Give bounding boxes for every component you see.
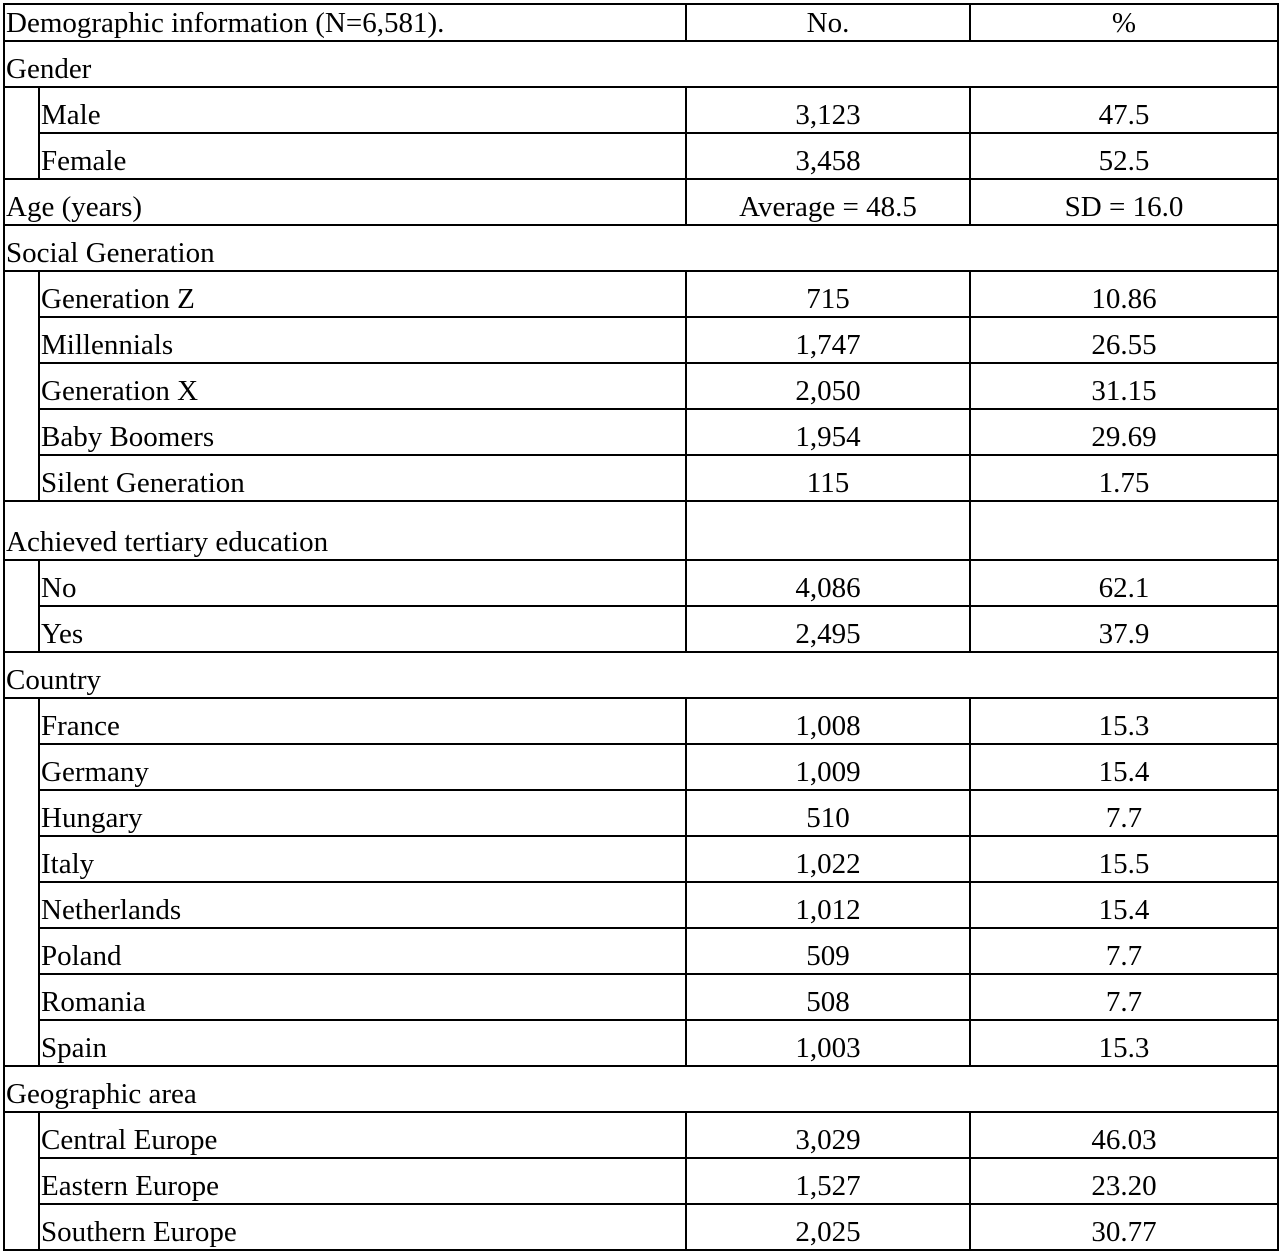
- indent-cell: [4, 1158, 39, 1204]
- header-label: Demographic information (N=6,581).: [4, 4, 686, 41]
- indent-cell: [4, 1020, 39, 1066]
- section-row: [4, 179, 1278, 225]
- table-row: [4, 317, 1278, 363]
- section-row: [4, 652, 1278, 698]
- row-pct: 26.55: [970, 317, 1278, 363]
- row-pct: 7.7: [970, 928, 1278, 974]
- row-label: No: [39, 560, 686, 606]
- table-row: [4, 409, 1278, 455]
- table-row: [4, 836, 1278, 882]
- indent-cell: [4, 974, 39, 1020]
- row-no: 115: [686, 455, 970, 501]
- indent-cell: [4, 928, 39, 974]
- row-pct: 23.20: [970, 1158, 1278, 1204]
- section-title: Geographic area: [4, 1066, 1278, 1112]
- section-title: Age (years): [4, 179, 686, 225]
- row-no: 510: [686, 790, 970, 836]
- row-no: 1,954: [686, 409, 970, 455]
- row-pct: 31.15: [970, 363, 1278, 409]
- row-label: Male: [39, 87, 686, 133]
- row-no: 1,003: [686, 1020, 970, 1066]
- section-title: Social Generation: [4, 225, 1278, 271]
- table-row: [4, 744, 1278, 790]
- table-row: [4, 1204, 1278, 1250]
- row-pct: 15.4: [970, 882, 1278, 928]
- row-no: 509: [686, 928, 970, 974]
- table-row: [4, 1158, 1278, 1204]
- table-row: [4, 271, 1278, 317]
- section-row: [4, 501, 1278, 560]
- row-no: 1,527: [686, 1158, 970, 1204]
- row-pct: 47.5: [970, 87, 1278, 133]
- table-row: [4, 790, 1278, 836]
- row-pct: 30.77: [970, 1204, 1278, 1250]
- row-no: 1,747: [686, 317, 970, 363]
- indent-cell: [4, 455, 39, 501]
- indent-cell: [4, 363, 39, 409]
- table-row: [4, 974, 1278, 1020]
- table-row: [4, 1020, 1278, 1066]
- row-label: Central Europe: [39, 1112, 686, 1158]
- row-pct: 15.5: [970, 836, 1278, 882]
- row-label: Romania: [39, 974, 686, 1020]
- indent-cell: [4, 271, 39, 317]
- row-label: Millennials: [39, 317, 686, 363]
- indent-cell: [4, 87, 39, 133]
- indent-cell: [4, 133, 39, 179]
- table-row: [4, 882, 1278, 928]
- row-pct: 15.3: [970, 1020, 1278, 1066]
- table-row: [4, 928, 1278, 974]
- section-row: [4, 41, 1278, 87]
- row-pct: 62.1: [970, 560, 1278, 606]
- indent-cell: [4, 317, 39, 363]
- row-no: 715: [686, 271, 970, 317]
- row-label: Southern Europe: [39, 1204, 686, 1250]
- row-label: Germany: [39, 744, 686, 790]
- row-no: 508: [686, 974, 970, 1020]
- row-pct: 15.3: [970, 698, 1278, 744]
- table-row: [4, 133, 1278, 179]
- header-pct: %: [970, 4, 1278, 41]
- row-label: France: [39, 698, 686, 744]
- section-title: Gender: [4, 41, 1278, 87]
- row-no: 1,009: [686, 744, 970, 790]
- row-label: Female: [39, 133, 686, 179]
- row-no: 3,123: [686, 87, 970, 133]
- row-no: 1,022: [686, 836, 970, 882]
- row-no: 4,086: [686, 560, 970, 606]
- section-title: Achieved tertiary education: [4, 501, 686, 560]
- demographics-table: [3, 3, 1279, 1251]
- row-no: 2,025: [686, 1204, 970, 1250]
- row-label: Baby Boomers: [39, 409, 686, 455]
- row-pct: 1.75: [970, 455, 1278, 501]
- row-no: 3,458: [686, 133, 970, 179]
- row-label: Italy: [39, 836, 686, 882]
- table-row: [4, 363, 1278, 409]
- row-no: 2,050: [686, 363, 970, 409]
- row-no: 1,008: [686, 698, 970, 744]
- header-no: No.: [686, 4, 970, 41]
- table-row: [4, 87, 1278, 133]
- indent-cell: [4, 790, 39, 836]
- section-row: [4, 1066, 1278, 1112]
- row-label: Netherlands: [39, 882, 686, 928]
- section-title: Country: [4, 652, 1278, 698]
- indent-cell: [4, 606, 39, 652]
- row-label: Hungary: [39, 790, 686, 836]
- row-no: 3,029: [686, 1112, 970, 1158]
- table-row: [4, 455, 1278, 501]
- table-row: [4, 606, 1278, 652]
- indent-cell: [4, 744, 39, 790]
- row-pct: 7.7: [970, 790, 1278, 836]
- table-body: [4, 4, 1278, 1250]
- row-pct: 46.03: [970, 1112, 1278, 1158]
- section-pct: [970, 501, 1278, 560]
- row-label: Generation X: [39, 363, 686, 409]
- section-row: [4, 225, 1278, 271]
- row-label: Spain: [39, 1020, 686, 1066]
- table-row: [4, 698, 1278, 744]
- indent-cell: [4, 1204, 39, 1250]
- indent-cell: [4, 882, 39, 928]
- row-label: Silent Generation: [39, 455, 686, 501]
- row-pct: 37.9: [970, 606, 1278, 652]
- row-no: 2,495: [686, 606, 970, 652]
- table-row: [4, 1112, 1278, 1158]
- row-pct: 29.69: [970, 409, 1278, 455]
- section-no: Average = 48.5: [686, 179, 970, 225]
- row-pct: 7.7: [970, 974, 1278, 1020]
- row-no: 1,012: [686, 882, 970, 928]
- indent-cell: [4, 836, 39, 882]
- indent-cell: [4, 560, 39, 606]
- header-row: [4, 4, 1278, 41]
- row-label: Eastern Europe: [39, 1158, 686, 1204]
- row-pct: 15.4: [970, 744, 1278, 790]
- indent-cell: [4, 409, 39, 455]
- row-pct: 52.5: [970, 133, 1278, 179]
- row-label: Yes: [39, 606, 686, 652]
- indent-cell: [4, 1112, 39, 1158]
- indent-cell: [4, 698, 39, 744]
- row-label: Generation Z: [39, 271, 686, 317]
- row-pct: 10.86: [970, 271, 1278, 317]
- row-label: Poland: [39, 928, 686, 974]
- table-row: [4, 560, 1278, 606]
- section-pct: SD = 16.0: [970, 179, 1278, 225]
- section-no: [686, 501, 970, 560]
